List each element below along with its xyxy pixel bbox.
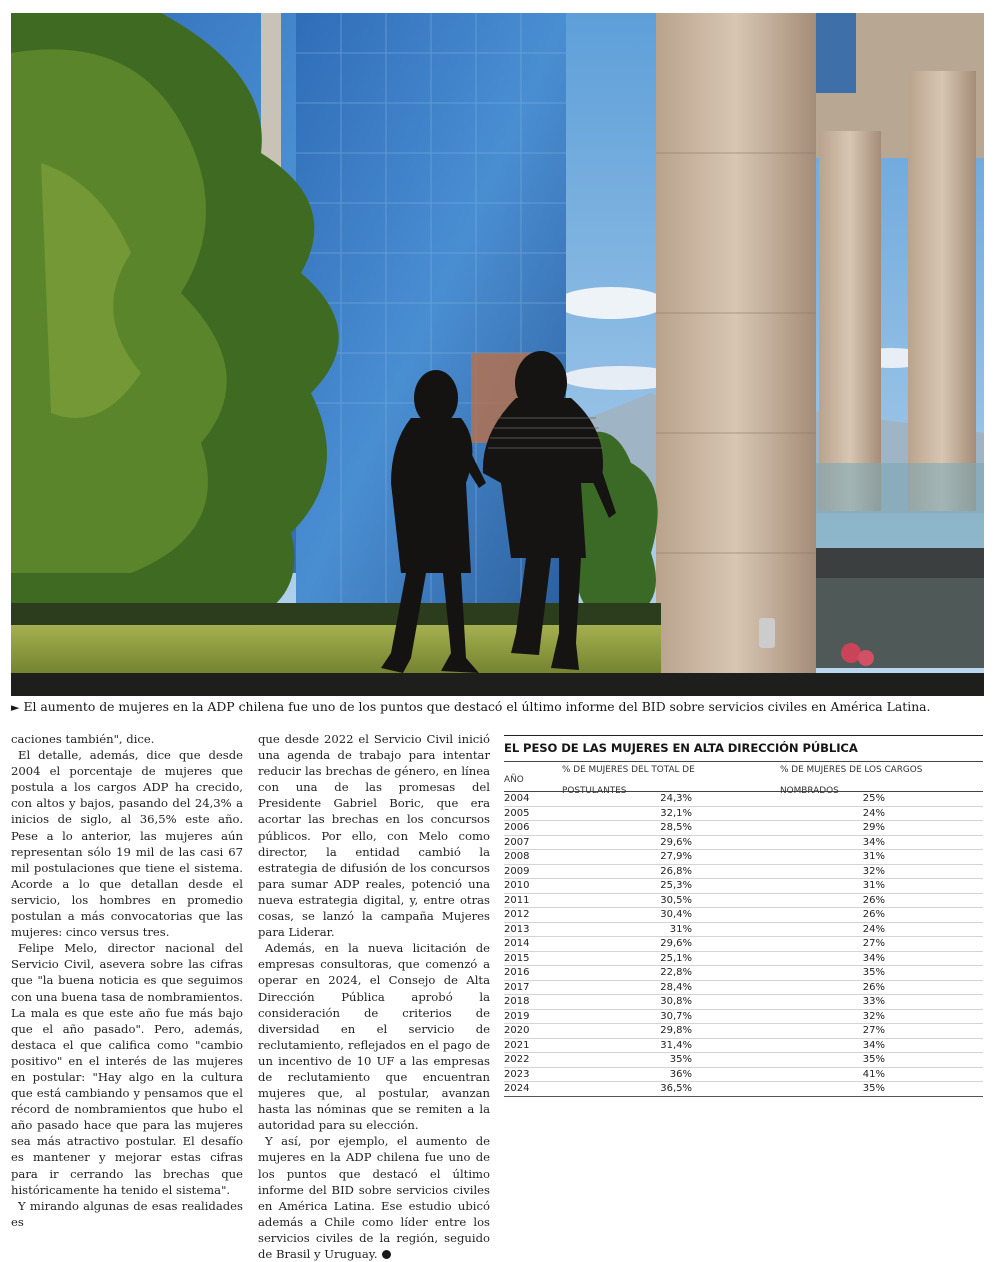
cell-appointed-pct: 31%: [862, 851, 885, 862]
table-row: [504, 807, 983, 822]
cell-applicants-pct: 31,4%: [660, 1039, 692, 1051]
cell-year: 2004: [504, 793, 530, 804]
cell-appointed-pct: 25%: [862, 793, 885, 804]
cell-appointed-pct: 34%: [862, 1039, 885, 1051]
table-row: [504, 879, 983, 894]
cell-appointed-pct: 26%: [862, 981, 885, 993]
cell-year: 2016: [504, 967, 530, 978]
table-row: [504, 1068, 983, 1083]
cell-applicants-pct: 22,8%: [660, 967, 692, 978]
table-row: [504, 1082, 983, 1097]
table-row: [504, 1010, 983, 1025]
table-row: [504, 1024, 983, 1039]
caption-arrow-icon: ►: [11, 701, 20, 714]
cell-applicants-pct: 26,8%: [660, 865, 692, 877]
cell-year: 2009: [504, 865, 530, 877]
cell-appointed-pct: 35%: [862, 967, 885, 978]
cell-appointed-pct: 31%: [862, 880, 885, 891]
article-paragraph: caciones también", dice.: [11, 732, 155, 746]
cell-applicants-pct: 25,1%: [660, 952, 692, 964]
cell-applicants-pct: 24,3%: [660, 793, 692, 804]
cell-appointed-pct: 27%: [862, 1025, 885, 1036]
cell-applicants-pct: 27,9%: [660, 851, 692, 862]
article-paragraph: Felipe Melo, director nacional del Servicio Civil, asevera sobre las cifras que "la buena noticia es que seguimos con una buena tasa de nombramientos. La mala es que este año fue más bajo que el año pasado". Pero, además, destaca el que califica como "cambio positivo" en el interés de las mujeres en postular: "Hay algo en la cultura que está cambiando y pensamos que el récord de nombramientos que hubo el año pasado hace que para las mujeres sea más atractivo postular. El desafío es mantener y mejorar estas cifras para ir cerrando las brechas que históricamente ha tenido el sistema".: [11, 941, 243, 1197]
table-row: [504, 1039, 983, 1054]
article-column-1: [11, 731, 243, 1230]
cell-year: 2013: [504, 923, 530, 935]
cell-applicants-pct: 29,6%: [660, 938, 692, 949]
cell-year: 2018: [504, 996, 530, 1007]
article-paragraph: [258, 1133, 490, 1262]
table-row: [504, 850, 983, 865]
cell-appointed-pct: 26%: [862, 909, 885, 920]
table-row: [504, 865, 983, 880]
end-of-article-icon: [382, 1250, 391, 1259]
cell-applicants-pct: 28,4%: [660, 981, 692, 993]
table-row: [504, 923, 983, 938]
cell-appointed-pct: 41%: [862, 1068, 885, 1080]
cell-applicants-pct: 30,4%: [660, 909, 692, 920]
cell-year: 2022: [504, 1054, 530, 1065]
table-row: [504, 937, 983, 952]
cell-year: 2015: [504, 952, 530, 964]
cell-year: 2023: [504, 1068, 530, 1080]
cell-year: 2024: [504, 1083, 530, 1094]
cell-year: 2012: [504, 909, 530, 920]
cell-appointed-pct: 32%: [862, 865, 885, 877]
cell-year: 2017: [504, 981, 530, 993]
cell-year: 2019: [504, 1010, 530, 1022]
cell-applicants-pct: 32,1%: [660, 807, 692, 819]
cell-appointed-pct: 27%: [862, 938, 885, 949]
table-header-row: [504, 764, 983, 796]
caption-text: El aumento de mujeres en la ADP chilena fue uno de los puntos que destacó el último informe del BID sobre servicios civiles en América Latina.: [23, 699, 931, 714]
cell-applicants-pct: 25,3%: [660, 880, 692, 891]
cell-year: 2010: [504, 880, 530, 891]
cell-appointed-pct: 24%: [862, 923, 885, 935]
header-applicants: % DE MUJERES DEL TOTAL DE POSTULANTES: [562, 764, 695, 796]
table-row: [504, 966, 983, 981]
cell-applicants-pct: 30,5%: [660, 894, 692, 906]
table-row: [504, 952, 983, 967]
article-paragraph: Además, en la nueva licitación de empresas consultoras, que comenzó a operar en 2024, el Consejo de Alta Dirección Pública aprobó la consideración de criterios de diversidad en el servicio de reclutamiento, reflejados en el pago de un incentivo de 10 UF a las empresas de reclutamiento que encuentran mujeres que, al postular, avanzan hasta las nóminas que se remiten a la autoridad para su elección.: [258, 941, 490, 1133]
cell-year: 2007: [504, 836, 530, 848]
cell-appointed-pct: 35%: [862, 1054, 885, 1065]
cell-appointed-pct: 29%: [862, 822, 885, 833]
photo-two-women-silhouette-icon: [11, 13, 984, 696]
cell-year: 2006: [504, 822, 530, 833]
photo-caption: [11, 699, 986, 716]
cell-applicants-pct: 31%: [669, 923, 692, 935]
article-paragraph: Y mirando algunas de esas realidades es: [11, 1198, 243, 1229]
table-row: [504, 981, 983, 996]
cell-applicants-pct: 28,5%: [660, 822, 692, 833]
cell-appointed-pct: 34%: [862, 952, 885, 964]
cell-year: 2021: [504, 1039, 530, 1051]
cell-applicants-pct: 29,8%: [660, 1025, 692, 1036]
cell-applicants-pct: 29,6%: [660, 836, 692, 848]
cell-appointed-pct: 35%: [862, 1083, 885, 1094]
women-data-table: [504, 735, 983, 1097]
cell-appointed-pct: 32%: [862, 1010, 885, 1022]
cell-applicants-pct: 36,5%: [660, 1083, 692, 1094]
cell-year: 2005: [504, 807, 530, 819]
cell-appointed-pct: 24%: [862, 807, 885, 819]
article-photo: [11, 13, 984, 696]
cell-appointed-pct: 26%: [862, 894, 885, 906]
table-title: EL PESO DE LAS MUJERES EN ALTA DIRECCIÓN PÚBLICA: [504, 736, 983, 762]
header-year: AÑO: [504, 775, 524, 785]
table-row: [504, 908, 983, 923]
table-row: [504, 995, 983, 1010]
table-body: [504, 792, 983, 1097]
article-paragraph: que desde 2022 el Servicio Civil inició una agenda de trabajo para intentar reducir las brechas de género, en línea con una de las promesas del Presidente Gabriel Boric, que era acortar las brechas en los concursos públicos. Por ello, con Melo como director, la entidad cambió la estrategia de difusión de los concursos para sumar ADP reales, potenció una nueva estrategia digital, y, entre otras cosas, se lanzó la campaña Mujeres para Liderar.: [258, 732, 490, 940]
cell-applicants-pct: 30,7%: [660, 1010, 692, 1022]
article-paragraph-text: Y así, por ejemplo, el aumento de mujeres en la ADP chilena fue uno de los puntos que destacó el último informe del BID sobre servicios civiles en América Latina. Ese estudio ubicó además a Chile como líder entre los servicios civiles de la región, seguido de Brasil y Uruguay.: [258, 1134, 490, 1261]
header-appointed: % DE MUJERES DE LOS CARGOS NOMBRADOS: [780, 764, 923, 796]
table-row: [504, 894, 983, 909]
cell-year: 2011: [504, 894, 530, 906]
table-row: [504, 836, 983, 851]
cell-applicants-pct: 36%: [669, 1068, 692, 1080]
article-column-2: [258, 731, 490, 1262]
article-paragraph: El detalle, además, dice que desde 2004 el porcentaje de mujeres que postula a los cargos ADP ha crecido, con altos y bajos, pasando del 24,3% a inicios de siglo, al 36,5% este año. Pese a lo anterior, las mujeres aún representan sólo 19 mil de las casi 67 mil postulaciones que tiene el sistema. Acorde a lo que detallan desde el servicio, los hombres en promedio postulan a más convocatorias que las mujeres: cinco versus tres.: [11, 748, 243, 940]
cell-appointed-pct: 33%: [862, 996, 885, 1007]
table-row: [504, 821, 983, 836]
table-row: [504, 1053, 983, 1068]
cell-applicants-pct: 30,8%: [660, 996, 692, 1007]
cell-appointed-pct: 34%: [862, 836, 885, 848]
cell-year: 2020: [504, 1025, 530, 1036]
cell-year: 2014: [504, 938, 530, 949]
cell-applicants-pct: 35%: [669, 1054, 692, 1065]
cell-year: 2008: [504, 851, 530, 862]
